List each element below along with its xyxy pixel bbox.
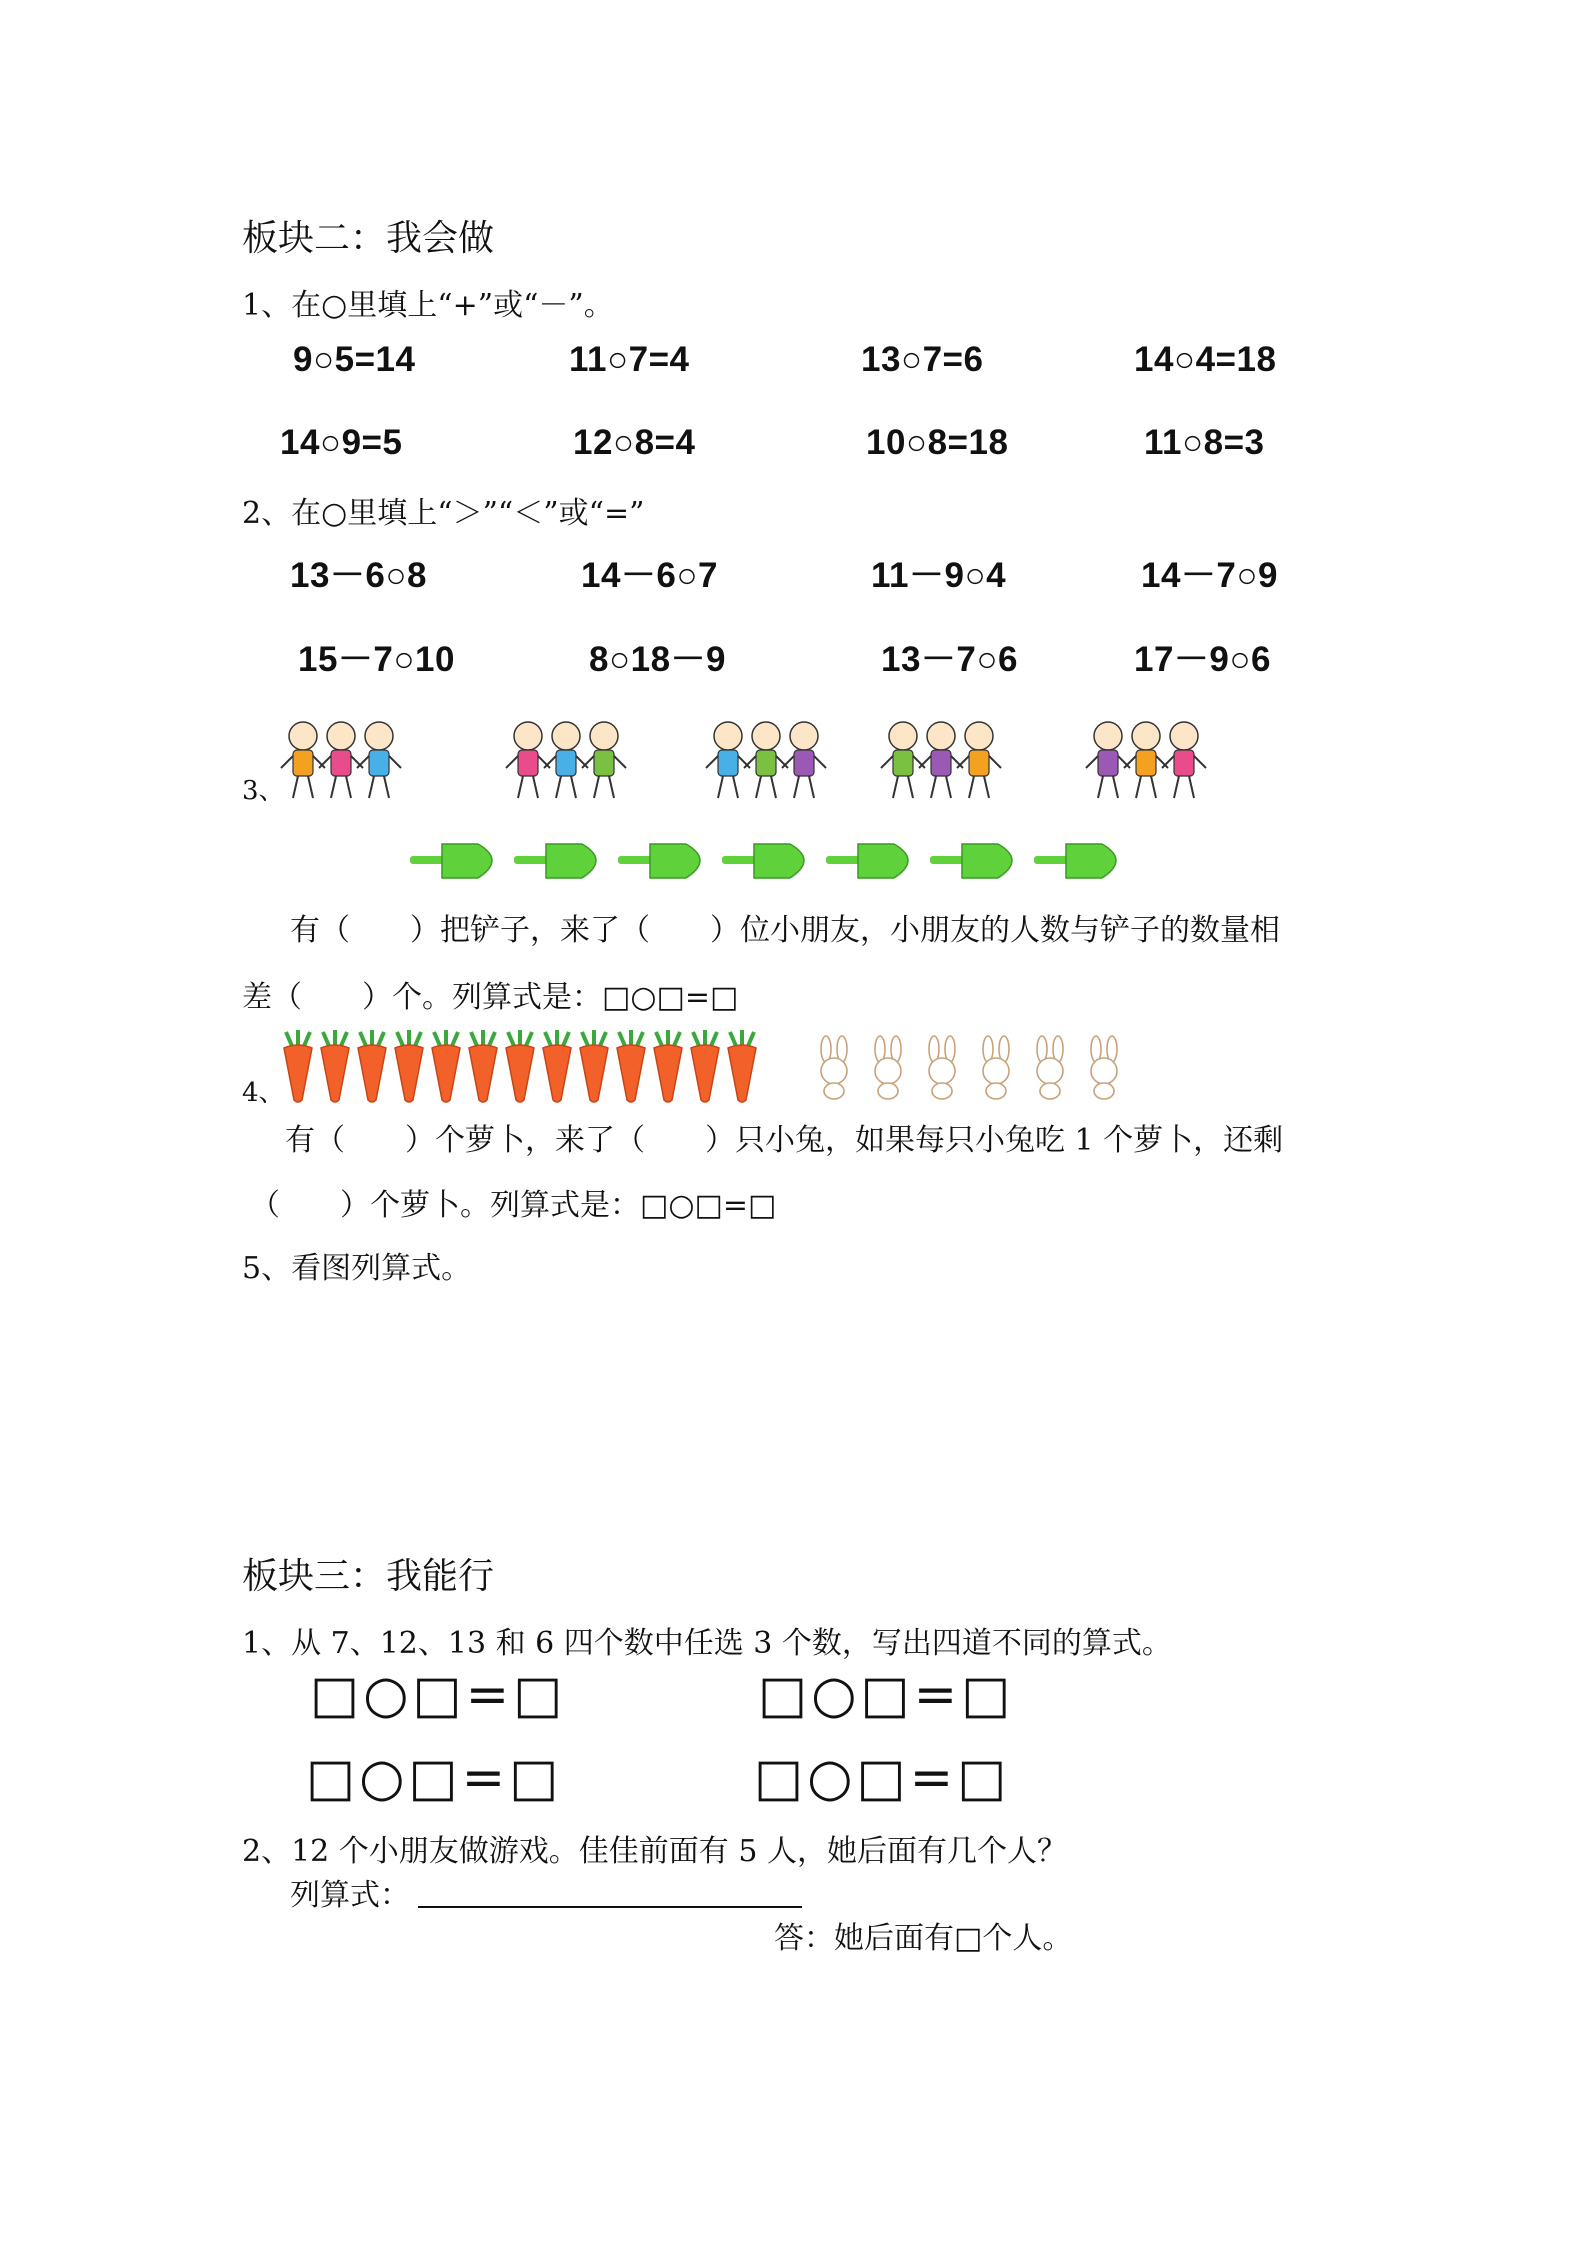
carrot-root [728, 1045, 756, 1102]
rabbit-body [986, 1083, 1006, 1099]
child-leg [1098, 776, 1103, 798]
child-body [1136, 750, 1156, 776]
rabbit-body [878, 1083, 898, 1099]
q2-eq-5: 15－7○10 [298, 640, 455, 679]
child-head [327, 722, 355, 750]
q4-text-line1: 有（ ）个萝卜，来了（ ）只小兔，如果每只小兔吃 1 个萝卜，还剩 [285, 1123, 1284, 1158]
child-head [927, 722, 955, 750]
rabbit [1091, 1036, 1117, 1099]
child-leg [369, 776, 374, 798]
child-arm [313, 756, 325, 768]
child-body [969, 750, 989, 776]
child-head [552, 722, 580, 750]
child-group [881, 722, 1001, 798]
child-head [965, 722, 993, 750]
shovel-blade [962, 844, 1012, 878]
s3-q2-prompt: 2、12 个小朋友做游戏。佳佳前面有 5 人，她后面有几个人？ [242, 1834, 1067, 1869]
q2-eq-3: 11－9○4 [871, 556, 1007, 595]
child-head [889, 722, 917, 750]
formula-answer-line[interactable] [418, 1906, 802, 1908]
s3-q1-template-3: □○□=□ [306, 1748, 563, 1808]
child-leg [609, 776, 614, 798]
child-arm [1086, 756, 1098, 768]
child-group [281, 722, 401, 798]
q1-eq-2: 11○7=4 [569, 340, 690, 379]
child-body [594, 750, 614, 776]
s3-q1-prompt: 1、从 7、12、13 和 6 四个数中任选 3 个数，写出四道不同的算式。 [242, 1626, 1172, 1661]
child-leg [533, 776, 538, 798]
q1-eq-1: 9○5=14 [293, 340, 416, 379]
child-leg [1189, 776, 1194, 798]
rabbit [929, 1036, 955, 1099]
carrot-leaf [619, 1030, 643, 1046]
child-arm [576, 756, 588, 768]
section3-title: 板块三：我能行 [242, 1556, 495, 1597]
section2-title: 板块二：我会做 [242, 218, 495, 259]
child-arm [281, 756, 293, 768]
rabbit-body [1094, 1083, 1114, 1099]
q4-text-line2: （ ）个萝卜。列算式是：□○□=□ [250, 1188, 777, 1223]
shovel-blade [546, 844, 596, 878]
shovel [1034, 844, 1116, 878]
child-arm [951, 756, 963, 768]
rabbit-head [929, 1058, 955, 1084]
shovel [514, 844, 596, 878]
carrot-root [358, 1045, 386, 1102]
formula-label: 列算式： [290, 1878, 410, 1913]
carrot-leaf [730, 1030, 754, 1046]
rabbit-head [821, 1058, 847, 1084]
carrot [395, 1030, 423, 1102]
q2-eq-6: 8○18－9 [589, 640, 727, 679]
child-leg [733, 776, 738, 798]
q5-prompt: 5、看图列算式。 [242, 1251, 472, 1286]
carrot [506, 1030, 534, 1102]
q1-eq-5: 14○9=5 [280, 423, 403, 462]
shovels-illustration [410, 836, 1150, 886]
rabbit-body [932, 1083, 952, 1099]
child-leg [718, 776, 723, 798]
child-arm [1124, 756, 1136, 768]
shovel-blade [754, 844, 804, 878]
q1-eq-8: 11○8=3 [1144, 423, 1265, 462]
child-arm [506, 756, 518, 768]
shovel [618, 844, 700, 878]
child-arm [1118, 756, 1130, 768]
shovel-handle [1034, 856, 1068, 864]
shovel-blade [650, 844, 700, 878]
carrots-illustration [282, 1030, 772, 1104]
rabbit [875, 1036, 901, 1099]
rabbit [821, 1036, 847, 1099]
shovel [930, 844, 1012, 878]
child-leg [293, 776, 298, 798]
rabbit-head [1037, 1058, 1063, 1084]
carrot-leaf [360, 1030, 384, 1046]
q1-prompt: 1、在○里填上“+”或“－”。 [242, 288, 614, 323]
rabbit-body [1040, 1083, 1060, 1099]
rabbit [1037, 1036, 1063, 1099]
carrot-leaf [397, 1030, 421, 1046]
child-leg [908, 776, 913, 798]
shovel [410, 844, 492, 878]
child-head [1170, 722, 1198, 750]
q3-text-line1: 有（ ）把铲子，来了（ ）位小朋友，小朋友的人数与铲子的数量相 [290, 913, 1280, 948]
children-illustration [285, 712, 1265, 808]
shovel-handle [514, 856, 548, 864]
child-body [518, 750, 538, 776]
carrot-leaf [545, 1030, 569, 1046]
child-arm [357, 756, 369, 768]
child-arm [614, 756, 626, 768]
shovel-handle [722, 856, 756, 864]
s3-q1-template-2: □○□=□ [758, 1665, 1015, 1725]
q2-prompt: 2、在○里填上“＞”“＜”或“=” [242, 496, 645, 531]
carrot [284, 1030, 312, 1102]
child-leg [594, 776, 599, 798]
child-body [1174, 750, 1194, 776]
carrot-root [691, 1045, 719, 1102]
rabbit-body [824, 1083, 844, 1099]
carrot [432, 1030, 460, 1102]
child-group [706, 722, 826, 798]
s3-q1-template-4: □○□=□ [754, 1748, 1011, 1808]
carrot [469, 1030, 497, 1102]
child-head [1094, 722, 1122, 750]
carrot-leaf [323, 1030, 347, 1046]
child-arm [389, 756, 401, 768]
child-arm [919, 756, 931, 768]
carrot-leaf [434, 1030, 458, 1046]
child-head [590, 722, 618, 750]
child-head [714, 722, 742, 750]
carrot [691, 1030, 719, 1102]
carrot-root [321, 1045, 349, 1102]
s3-q1-template-1: □○□=□ [310, 1665, 567, 1725]
shovel-handle [930, 856, 964, 864]
carrot-leaf [508, 1030, 532, 1046]
child-body [931, 750, 951, 776]
shovel-handle [410, 856, 444, 864]
child-arm [706, 756, 718, 768]
child-head [289, 722, 317, 750]
child-arm [776, 756, 788, 768]
child-leg [1151, 776, 1156, 798]
child-body [1098, 750, 1118, 776]
carrot-root [543, 1045, 571, 1102]
q4-number: 4、 [242, 1078, 285, 1108]
child-leg [893, 776, 898, 798]
child-body [893, 750, 913, 776]
carrot-leaf [286, 1030, 310, 1046]
child-arm [582, 756, 594, 768]
child-body [794, 750, 814, 776]
child-head [1132, 722, 1160, 750]
carrot [617, 1030, 645, 1102]
child-leg [1174, 776, 1179, 798]
shovel-blade [1066, 844, 1116, 878]
child-head [514, 722, 542, 750]
carrot-root [395, 1045, 423, 1102]
carrot [728, 1030, 756, 1102]
child-arm [1194, 756, 1206, 768]
child-head [365, 722, 393, 750]
q2-eq-8: 17－9○6 [1134, 640, 1272, 679]
child-leg [571, 776, 576, 798]
child-group [1086, 722, 1206, 798]
carrot-root [654, 1045, 682, 1102]
child-group [506, 722, 626, 798]
shovel-blade [442, 844, 492, 878]
q1-eq-3: 13○7=6 [861, 340, 984, 379]
answer-sentence: 答：她后面有□个人。 [774, 1921, 1073, 1956]
child-body [369, 750, 389, 776]
shovel-handle [618, 856, 652, 864]
q2-eq-1: 13－6○8 [290, 556, 428, 595]
carrot-root [580, 1045, 608, 1102]
carrot-root [506, 1045, 534, 1102]
rabbit [983, 1036, 1009, 1099]
carrot-leaf [656, 1030, 680, 1046]
child-arm [738, 756, 750, 768]
carrot [654, 1030, 682, 1102]
child-arm [538, 756, 550, 768]
shovel-handle [826, 856, 860, 864]
q2-eq-7: 13－7○6 [881, 640, 1019, 679]
child-arm [319, 756, 331, 768]
q3-text-line2: 差（ ）个。列算式是：□○□=□ [242, 980, 739, 1015]
shovel [826, 844, 908, 878]
q3-number: 3、 [242, 776, 285, 806]
rabbit-head [1091, 1058, 1117, 1084]
child-arm [1162, 756, 1174, 768]
child-leg [946, 776, 951, 798]
q1-eq-4: 14○4=18 [1134, 340, 1277, 379]
child-leg [331, 776, 336, 798]
child-arm [814, 756, 826, 768]
carrot-leaf [471, 1030, 495, 1046]
child-leg [308, 776, 313, 798]
child-arm [913, 756, 925, 768]
child-leg [984, 776, 989, 798]
child-arm [351, 756, 363, 768]
child-arm [1156, 756, 1168, 768]
child-leg [931, 776, 936, 798]
q1-eq-6: 12○8=4 [573, 423, 696, 462]
rabbit-head [983, 1058, 1009, 1084]
child-body [293, 750, 313, 776]
q2-eq-2: 14－6○7 [581, 556, 719, 595]
child-leg [518, 776, 523, 798]
child-leg [346, 776, 351, 798]
carrot-root [432, 1045, 460, 1102]
carrot-root [284, 1045, 312, 1102]
carrot-root [469, 1045, 497, 1102]
child-body [756, 750, 776, 776]
carrot [580, 1030, 608, 1102]
carrot [358, 1030, 386, 1102]
child-arm [782, 756, 794, 768]
child-arm [881, 756, 893, 768]
carrot-root [617, 1045, 645, 1102]
child-leg [756, 776, 761, 798]
child-leg [1136, 776, 1141, 798]
child-leg [794, 776, 799, 798]
child-arm [744, 756, 756, 768]
rabbits-illustration [810, 1035, 1140, 1099]
shovel-blade [858, 844, 908, 878]
child-leg [556, 776, 561, 798]
carrot-leaf [582, 1030, 606, 1046]
child-leg [771, 776, 776, 798]
child-leg [1113, 776, 1118, 798]
q2-eq-4: 14－7○9 [1141, 556, 1279, 595]
q1-eq-7: 10○8=18 [866, 423, 1009, 462]
child-leg [809, 776, 814, 798]
carrot [321, 1030, 349, 1102]
child-head [752, 722, 780, 750]
child-arm [989, 756, 1001, 768]
child-body [331, 750, 351, 776]
child-body [556, 750, 576, 776]
child-body [718, 750, 738, 776]
child-arm [957, 756, 969, 768]
rabbit-head [875, 1058, 901, 1084]
carrot [543, 1030, 571, 1102]
carrot-leaf [693, 1030, 717, 1046]
child-leg [384, 776, 389, 798]
shovel [722, 844, 804, 878]
child-arm [544, 756, 556, 768]
child-head [790, 722, 818, 750]
child-leg [969, 776, 974, 798]
